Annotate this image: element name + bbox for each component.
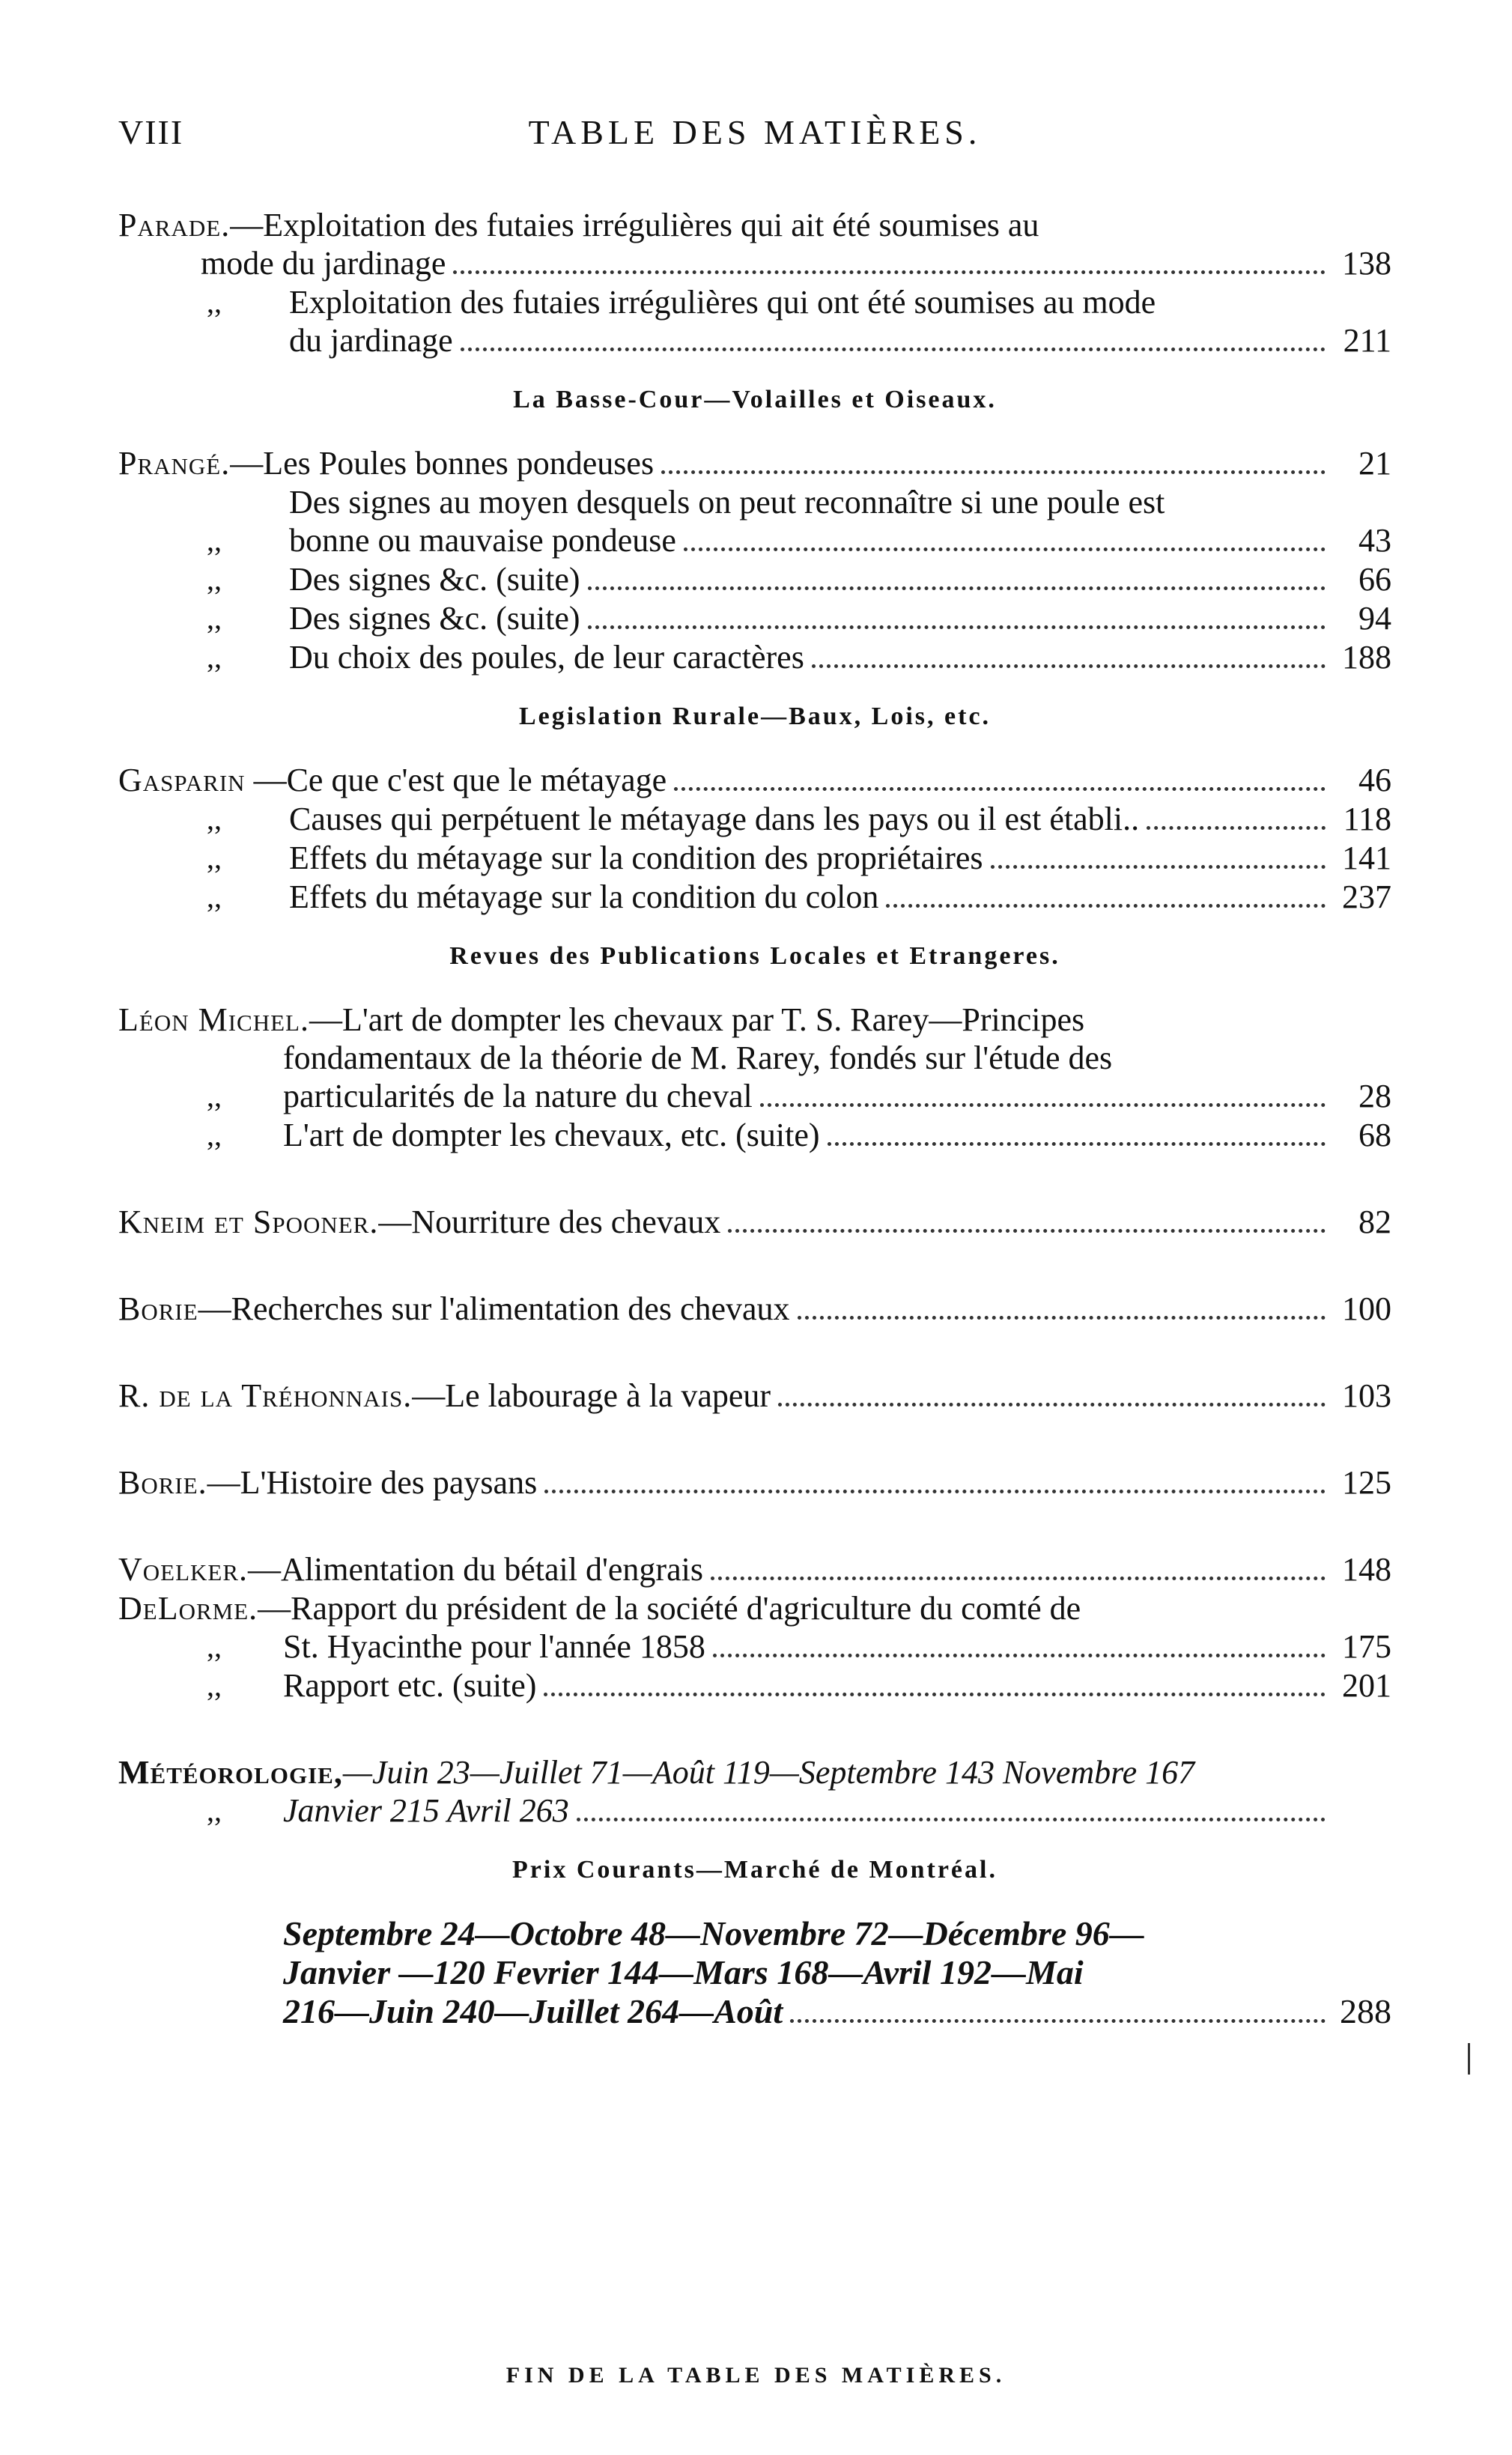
entry-title: —Rapport du président de la société d'agriculture du comté de [258, 1590, 1081, 1627]
author-name: DeLorme. [118, 1590, 258, 1627]
entry-title: Exploitation des futaies irrégulières qui ont été soumises au mode [289, 284, 1156, 321]
leader-dots [661, 470, 1326, 474]
leader-dots [886, 904, 1326, 908]
leader-dots [1147, 826, 1326, 830]
author-name: Prangé. [118, 445, 231, 482]
ditto-mark: ,, [207, 802, 222, 836]
entry-title-cont: Janvier 215 Avril 263 [283, 1792, 569, 1829]
page-ref: 94 [1358, 600, 1391, 637]
author-name: Gasparin [118, 762, 246, 798]
entry-title: —Le labourage à la vapeur [412, 1377, 771, 1414]
ditto-mark: ,, [207, 562, 222, 596]
leader-dots [453, 270, 1326, 274]
leader-dots [674, 787, 1326, 791]
entry-title-cont: St. Hyacinthe pour l'année 1858 [283, 1628, 705, 1665]
table-of-contents [118, 206, 1391, 2032]
author-name: Voelker. [118, 1551, 249, 1588]
toc-entry-delorme [118, 1589, 1391, 1705]
toc-entry-kneim [118, 1203, 1391, 1242]
toc-entry-borie-alimentation [118, 1290, 1391, 1329]
entry-title: Des signes au moyen desquels on peut reconnaître si une poule est [289, 484, 1165, 521]
page-ref: 46 [1358, 762, 1391, 798]
toc-entry-meteorologie [118, 1753, 1391, 1830]
leader-dots [713, 1654, 1326, 1657]
entry-title: —L'art de dompter les chevaux par T. S. Rarey—Principes [309, 1001, 1085, 1038]
entry-title-cont: bonne ou mauvaise pondeuse [289, 522, 676, 559]
page-ref: 138 [1342, 245, 1391, 282]
section-heading: Prix Courants—Marché de Montréal. [512, 1856, 998, 1884]
entry-title: Effets du métayage sur la condition du colon [289, 878, 879, 915]
ditto-mark: ,, [207, 880, 222, 914]
page-ref: 148 [1342, 1551, 1391, 1588]
section-heading: Legislation Rurale—Baux, Lois, etc. [518, 702, 992, 730]
entry-title-cont: mode du jardinage [201, 245, 446, 282]
toc-entry-michel [118, 1001, 1391, 1155]
leader-dots [544, 1490, 1326, 1493]
page-ref: 201 [1342, 1667, 1391, 1704]
page-ref: 43 [1358, 522, 1391, 559]
page-number: VIII [118, 113, 184, 151]
leader-dots [760, 1103, 1326, 1107]
leader-dots [577, 1818, 1326, 1821]
ditto-mark: ,, [207, 285, 222, 319]
leader-dots [728, 1229, 1326, 1233]
entry-title-cont: particularités de la nature du cheval [283, 1078, 753, 1114]
ditto-mark: ,, [207, 1118, 222, 1152]
page-ref: 125 [1342, 1464, 1391, 1501]
page-ref: 82 [1358, 1204, 1391, 1240]
page-ref: 28 [1358, 1078, 1391, 1114]
author-name: Parade. [118, 207, 231, 243]
leader-dots [684, 547, 1326, 551]
ditto-mark: ,, [207, 1079, 222, 1113]
page-ref: 100 [1342, 1290, 1391, 1327]
page-header [118, 112, 1391, 165]
author-name: Borie [118, 1290, 198, 1327]
author-name: Léon Michel. [118, 1001, 309, 1038]
toc-entry-parade [118, 206, 1391, 360]
entry-title: —Alimentation du bétail d'engrais [248, 1551, 703, 1588]
leader-dots [778, 1403, 1326, 1406]
entry-title: —Nourriture des chevaux [378, 1204, 721, 1240]
entry-title: —Les Poules bonnes pondeuses [230, 445, 655, 482]
ditto-mark: ,, [207, 841, 222, 875]
entry-title: —Juin 23—Juillet 71—Août 119—Septembre 143 Novembre 167 [342, 1754, 1195, 1791]
page-ref: 175 [1342, 1628, 1391, 1665]
ditto-mark: ,, [207, 524, 222, 557]
toc-entry-prix-courants [118, 1914, 1391, 2032]
entry-title: —L'Histoire des paysans [207, 1464, 538, 1501]
entry-title-cont: fondamentaux de la théorie de M. Rarey, fondés sur l'étude des [283, 1040, 1113, 1076]
page-ref: 188 [1342, 639, 1391, 676]
entry-title-cont: du jardinage [289, 322, 453, 359]
entry-title: Des signes &c. (suite) [289, 600, 580, 637]
leader-dots [798, 1316, 1326, 1320]
toc-entry-borie-histoire [118, 1463, 1391, 1502]
leader-dots [828, 1142, 1326, 1146]
leader-dots [461, 348, 1326, 351]
ditto-mark: ,, [207, 1794, 222, 1827]
page-ref: 68 [1358, 1117, 1391, 1153]
author-name: Météorologie, [118, 1754, 343, 1791]
entry-title: Causes qui perpétuent le métayage dans les pays ou il est établi.. [289, 801, 1140, 837]
ditto-mark: ,, [207, 601, 222, 635]
entry-title: Du choix des poules, de leur caractères [289, 639, 804, 676]
page-ref: 103 [1342, 1377, 1391, 1414]
leader-dots [812, 664, 1326, 668]
toc-entry-prange [118, 444, 1391, 677]
author-name: Kneim et Spooner. [118, 1204, 379, 1240]
page-ref: 237 [1342, 878, 1391, 915]
entry-title: Rapport etc. (suite) [283, 1667, 537, 1704]
entry-title-cont: Janvier —120 Fevrier 144—Mars 168—Avril 192—Mai [283, 1953, 1084, 1991]
leader-dots [991, 865, 1326, 869]
ditto-mark: ,, [207, 1630, 222, 1663]
page-ref: 118 [1343, 801, 1391, 837]
entry-title: —Exploitation des futaies irrégulières qui ait été soumises au [230, 207, 1039, 243]
running-title: TABLE DES MATIÈRES. [528, 113, 982, 151]
leader-dots [711, 1577, 1326, 1580]
entry-title-cont: 216—Juin 240—Juillet 264—Août [283, 1992, 783, 2030]
toc-entry-voelker [118, 1550, 1391, 1589]
page-ref: 21 [1358, 445, 1391, 482]
ditto-mark: ,, [207, 640, 222, 674]
page-ref: 141 [1342, 840, 1391, 876]
author-name: R. de la Tréhonnais. [118, 1377, 413, 1414]
entry-title: Effets du métayage sur la condition des propriétaires [289, 840, 983, 876]
toc-entry-gasparin [118, 761, 1391, 917]
entry-title: —Recherches sur l'alimentation des chevaux [198, 1290, 790, 1327]
entry-title: Septembre 24—Octobre 48—Novembre 72—Décembre 96— [283, 1914, 1144, 1952]
section-heading: Revues des Publications Locales et Etrangeres. [449, 942, 1060, 970]
entry-title: L'art de dompter les chevaux, etc. (suite) [283, 1117, 820, 1153]
toc-entry-trehonnais [118, 1377, 1391, 1415]
leader-dots [588, 586, 1326, 590]
author-name: Borie. [118, 1464, 207, 1501]
leader-dots [544, 1693, 1326, 1696]
entry-title: —Ce que c'est que le métayage [253, 762, 667, 798]
margin-rule [1468, 2043, 1470, 2075]
page-ref: 66 [1358, 561, 1391, 598]
ditto-mark: ,, [207, 1669, 222, 1702]
entry-title: Des signes &c. (suite) [289, 561, 580, 598]
leader-dots [790, 2019, 1326, 2023]
page-ref: 211 [1343, 322, 1391, 359]
leader-dots [588, 625, 1326, 629]
end-note: FIN DE LA TABLE DES MATIÈRES. [505, 2363, 1007, 2388]
section-heading: La Basse-Cour—Volailles et Oiseaux. [513, 386, 997, 413]
page-ref: 288 [1340, 1992, 1391, 2030]
